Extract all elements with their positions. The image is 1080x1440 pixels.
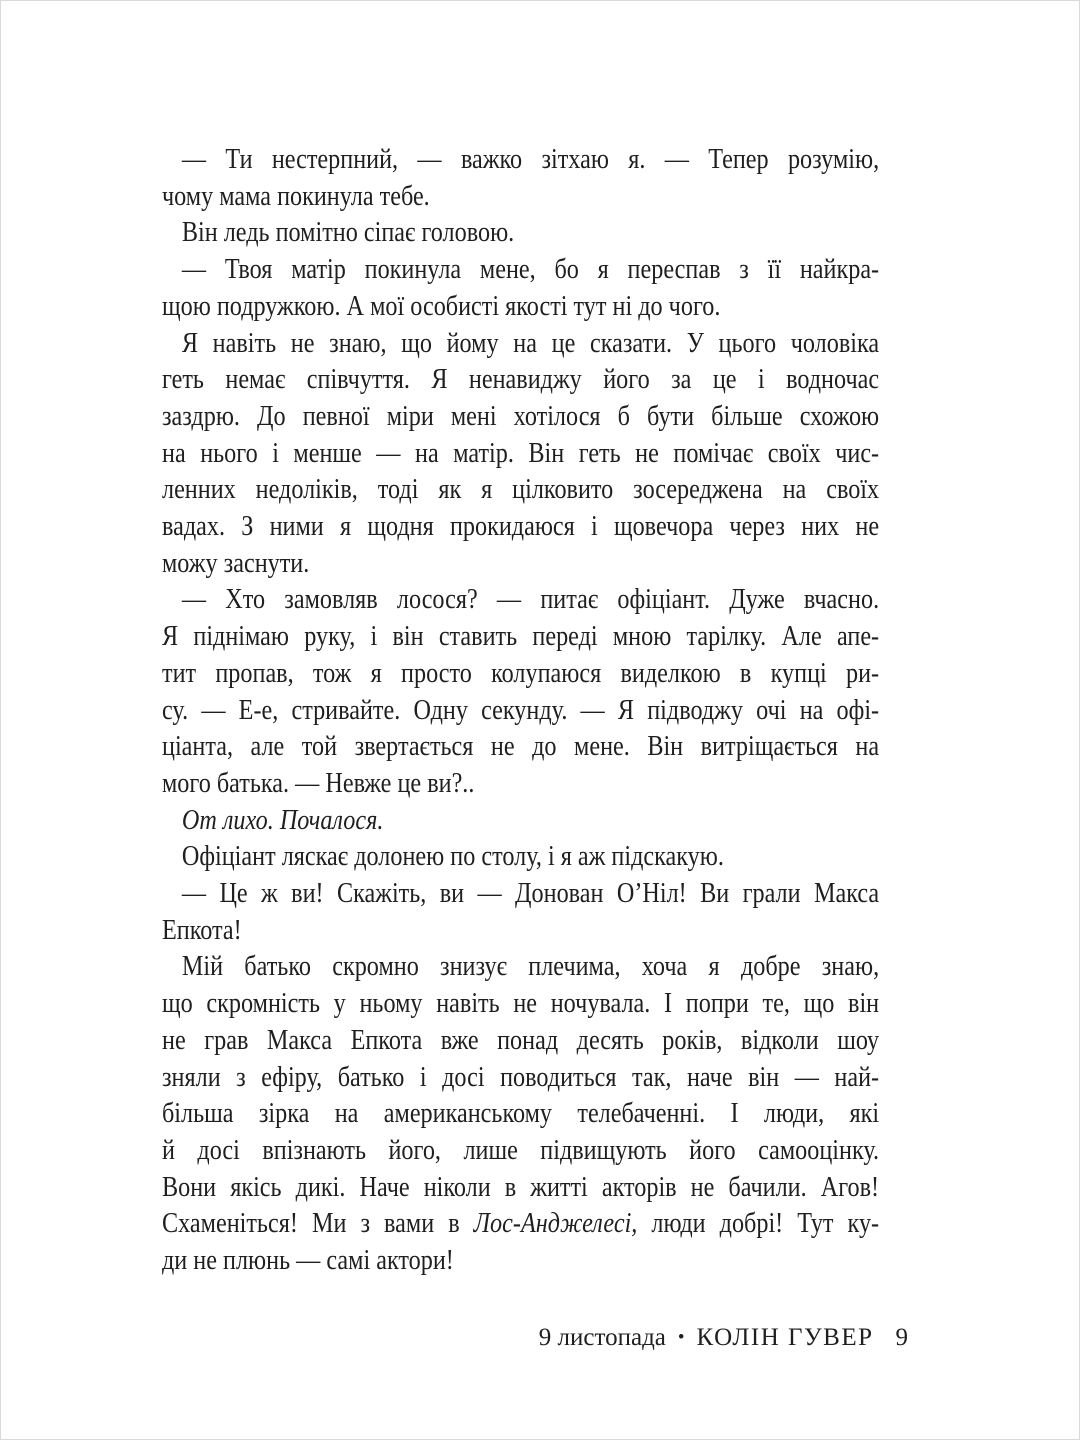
footer-running-title: 9 листопада xyxy=(538,1324,666,1351)
footer-author-name: КОЛІН ГУВЕР xyxy=(696,1324,874,1351)
body-text xyxy=(162,142,879,1280)
text-line: су. — Е-е, стривайте. Одну секунду. — Я підводжу очі на офі- xyxy=(162,694,880,726)
text-line: мого батька. — Невже це ви?.. xyxy=(162,767,475,799)
text-line: Він ледь помітно сіпає головою. xyxy=(181,217,515,249)
text-line: заздрю. До певної міри мені хотілося б бути більше схожою xyxy=(162,400,880,432)
text-line: вадах. З ними я щодня прокидаюся і щовечора через них не xyxy=(162,511,880,543)
text-line: щою подружкою. А мої особисті якості тут ні до чого. xyxy=(162,290,721,322)
text-line: не грав Макса Епкота вже понад десять років, відколи шоу xyxy=(162,1024,880,1056)
text-line: — Ти нестерпний, — важко зітхаю я. — Тепер розумію, xyxy=(181,144,880,175)
text-line: геть немає співчуття. Я ненавиджу його за це і водночас xyxy=(162,364,880,396)
paragraph xyxy=(162,252,879,325)
text-line: — Хто замовляв лосося? — питає офіціант. Дуже вчасно. xyxy=(181,584,880,616)
paragraph xyxy=(162,142,879,215)
text-line: Мій батько скромно знизує плечима, хоча я добре знаю, xyxy=(181,951,880,983)
paragraph xyxy=(162,876,879,949)
text-line: що скромність у ньому навіть не ночувала. І попри те, що він xyxy=(162,988,880,1020)
text-line: Вони якісь дикі. Наче ніколи в житті акторів не бачили. Агов! xyxy=(162,1171,880,1203)
page-number: 9 xyxy=(895,1324,908,1351)
text-segment-italic: Лос-Анджелесі, xyxy=(473,1208,638,1240)
text-line: чому мама покинула тебе. xyxy=(162,180,430,212)
text-line: Офіціант ляскає долонею по столу, і я аж підскакую. xyxy=(181,841,724,873)
text-line: — Твоя матір покинула мене, бо я переспав з її найкра- xyxy=(181,254,880,286)
text-line: — Це ж ви! Скажіть, ви — Донован О’Ніл! Ви грали Макса xyxy=(181,878,880,910)
text-line: ди не плюнь — самі актори! xyxy=(162,1245,454,1277)
text-line: ціанта, але той звертається не до мене. Він витріщається на xyxy=(162,731,880,763)
paragraph xyxy=(162,839,879,876)
text-line: Я навіть не знаю, що йому на це сказати. У цього чоловіка xyxy=(181,327,880,359)
text-line: тит пропав, тож я просто колупаюся виделкою в купці ри- xyxy=(162,657,880,689)
text-line: можу заснути. xyxy=(162,547,310,579)
text-segment: Схаменіться! Ми з вами в xyxy=(162,1208,474,1240)
text-line: Я піднімаю руку, і він ставить переді мною тарілку. Але апе- xyxy=(162,621,880,653)
text-line: Епкота! xyxy=(162,914,242,946)
text-line: на нього і менше — на матір. Він геть не помічає своїх чис- xyxy=(162,437,880,469)
text-line-mixed xyxy=(162,1206,879,1243)
paragraph-italic-aside xyxy=(162,803,879,840)
text-line: От лихо. Почалося. xyxy=(181,804,384,836)
paragraph xyxy=(162,582,879,802)
page-footer xyxy=(162,1323,908,1355)
paragraph xyxy=(162,326,879,583)
text-line: більша зірка на американському телебаченні. І люди, які xyxy=(162,1098,880,1130)
text-line: й досі впізнають його, лише підвищують його самооцінку. xyxy=(162,1134,880,1166)
text-segment: люди добрі! Тут ку- xyxy=(637,1208,880,1240)
footer-bullet-separator: • xyxy=(677,1327,685,1348)
text-line: зняли з ефіру, батько і досі поводиться так, наче він — най- xyxy=(162,1061,880,1093)
paragraph xyxy=(162,949,879,1279)
text-line: ленних недоліків, тоді як я цілковито зосереджена на своїх xyxy=(162,474,880,506)
paragraph xyxy=(162,215,879,252)
